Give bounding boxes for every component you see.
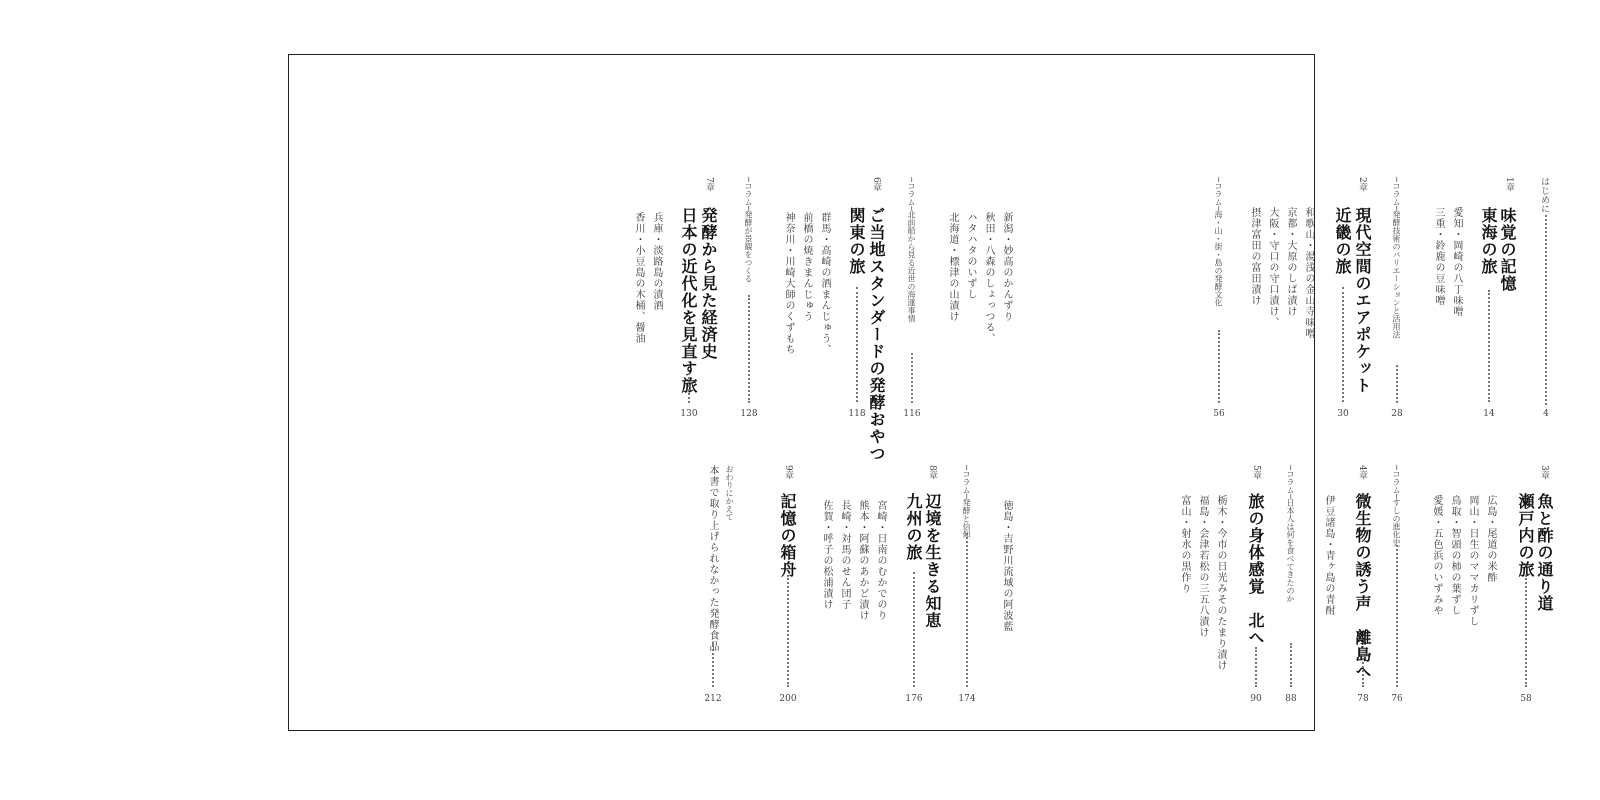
toc-item: 摂津富田の富田漬け [1249, 207, 1260, 306]
leader-dots [913, 572, 915, 687]
chapter-subtitle[interactable]: 東海の旅 [1479, 207, 1498, 275]
page-number: 76 [1391, 694, 1403, 704]
toc-item: 新潟・妙高のかんずり [1001, 212, 1012, 322]
chapter-subtitle[interactable]: 近畿の旅 [1333, 207, 1352, 275]
toc-item: 兵庫・淡路島の漬酒 [651, 212, 662, 311]
chapter-subtitle[interactable]: 九州の旅 [904, 493, 923, 561]
toc-item: 伊豆諸島・青ヶ島の青酎 [1323, 495, 1334, 616]
toc-item: 三重・鈴鹿の豆味噌 [1433, 207, 1444, 306]
leader-dots [1218, 330, 1220, 403]
table-of-contents-spread [288, 54, 1554, 731]
toc-item: 群馬・高崎の酒まんじゅう、 [819, 212, 830, 355]
chapter-title[interactable]: 発酵から見た経済史 [699, 207, 718, 360]
leader-dots [748, 295, 750, 403]
chapter-title[interactable]: 味覚の記憶 [1498, 207, 1517, 292]
page-number: 212 [704, 694, 722, 704]
chapter-number: 3章 [1539, 465, 1549, 480]
page-number: 118 [848, 409, 866, 419]
toc-item: 鳥取・智頭の柿の葉ずし [1449, 495, 1460, 616]
toc-item: 広島・尾道の米酢 [1485, 495, 1496, 583]
leader-dots [1488, 290, 1490, 402]
chapter-number: 6章 [871, 177, 881, 192]
page-number: 14 [1483, 409, 1495, 419]
chapter-subtitle[interactable]: 日本の近代化を見直す旅 [679, 207, 698, 394]
toc-item: 和歌山・湯浅の金山寺味噌 [1303, 207, 1314, 339]
leader-dots [1342, 287, 1344, 402]
page-number: 88 [1285, 694, 1297, 704]
toc-item: 愛媛・五色浜のいずみや [1431, 495, 1442, 616]
page-number: 56 [1213, 409, 1225, 419]
leader-dots [911, 353, 913, 403]
toc-intro-label[interactable]: はじめに [1539, 177, 1549, 213]
page-number: 28 [1391, 409, 1403, 419]
chapter-number: 4章 [1357, 465, 1367, 480]
toc-item: 香川・小豆島の木桶、醤油 [633, 212, 644, 344]
leader-dots [1396, 365, 1398, 403]
column-label[interactable]: ─コラム─すしの進化史 [1392, 465, 1401, 547]
toc-item: 栃木・今市の日光みそのたまり漬け [1215, 495, 1226, 671]
toc-item: 福島・会津若松の三五八漬け [1197, 495, 1208, 638]
column-label[interactable]: ─コラム─発酵と信仰 [962, 465, 971, 539]
toc-item: 北海道・標津の山漬け [947, 212, 958, 322]
leader-dots [856, 287, 858, 402]
page-number: 58 [1520, 694, 1532, 704]
chapter-number: 2章 [1357, 177, 1367, 192]
page-number: 116 [903, 409, 921, 419]
chapter-number: 9章 [783, 465, 793, 480]
toc-item: 愛知・岡崎の八丁味噌 [1451, 207, 1462, 317]
toc-item: 長崎・対馬のせん団子 [839, 500, 850, 610]
chapter-title[interactable]: 記憶の箱舟 [778, 493, 797, 578]
toc-item: 富山・射水の黒作り [1179, 495, 1190, 594]
leader-dots [1545, 215, 1547, 405]
chapter-number: 7章 [704, 177, 714, 192]
page-number: 200 [779, 694, 797, 704]
page-number: 174 [958, 694, 976, 704]
page-number: 128 [740, 409, 758, 419]
leader-dots [712, 642, 714, 687]
page-number: 78 [1357, 694, 1369, 704]
chapter-number: 8章 [927, 465, 937, 480]
chapter-title[interactable]: 魚と酢の通り道 [1535, 493, 1554, 612]
leader-dots [1362, 655, 1364, 687]
toc-item: 神奈川・川崎大師のくずもち [783, 212, 794, 355]
chapter-title[interactable]: 辺境を生きる知恵 [923, 493, 942, 629]
leader-dots [966, 533, 968, 687]
leader-dots [1290, 643, 1292, 687]
chapter-title[interactable]: 微生物の誘う声 離島へ [1353, 493, 1372, 680]
page-number: 176 [905, 694, 923, 704]
chapter-title[interactable]: 現代空間のエアポケット [1353, 207, 1372, 394]
column-label[interactable]: ─コラム─海・山・街・島の発酵文化 [1214, 177, 1223, 307]
chapter-title[interactable]: ご当地スタンダードの発酵おやつ [867, 207, 886, 462]
page-number: 130 [680, 409, 698, 419]
chapter-subtitle[interactable]: 関東の旅 [847, 207, 866, 275]
chapter-number: 5章 [1251, 465, 1261, 480]
toc-item: 宮崎・日南のむかでのり [875, 500, 886, 621]
leader-dots [1396, 545, 1398, 687]
chapter-subtitle[interactable]: 瀬戸内の旅 [1516, 493, 1535, 578]
outro-title[interactable]: 本書で取り上げられなかった発酵食品 [707, 465, 718, 652]
leader-dots [1255, 647, 1257, 687]
column-label[interactable]: ─コラム─北前船から見る近世の海運事情 [907, 177, 916, 323]
page-number: 90 [1250, 694, 1262, 704]
toc-item: ハタハタのいずし [965, 212, 976, 300]
toc-item: 岡山・日生のママカリずし [1467, 495, 1478, 627]
toc-item: 熊本・阿蘇のあかど漬け [857, 500, 868, 621]
toc-item: 徳島・吉野川流域の阿波藍 [1001, 500, 1012, 632]
page-number: 30 [1337, 409, 1349, 419]
leader-dots [688, 373, 690, 403]
toc-item: 佐賀・呼子の松浦漬け [821, 500, 832, 610]
chapter-title[interactable]: 旅の身体感覚 北へ [1246, 493, 1265, 646]
leader-dots [787, 575, 789, 687]
column-label[interactable]: ─コラム─発酵が景観をつくる [744, 177, 753, 283]
toc-item: 秋田・八森のしょっつる、 [983, 212, 994, 344]
leader-dots [1525, 575, 1527, 687]
toc-item: 京都・大原のしば漬け [1285, 207, 1296, 317]
column-label[interactable]: ─コラム─発酵技術のバリエーションと活用法 [1392, 177, 1401, 339]
column-label[interactable]: ─コラム─日本人は何を食べてきたのか [1286, 465, 1295, 603]
toc-item: 前橋の焼きまんじゅう [801, 212, 812, 322]
page-number: 4 [1543, 409, 1549, 419]
outro-label[interactable]: おわりにかえて [725, 465, 734, 521]
toc-item: 大阪・守口の守口漬け、 [1267, 207, 1278, 328]
chapter-number: 1章 [1504, 177, 1514, 192]
